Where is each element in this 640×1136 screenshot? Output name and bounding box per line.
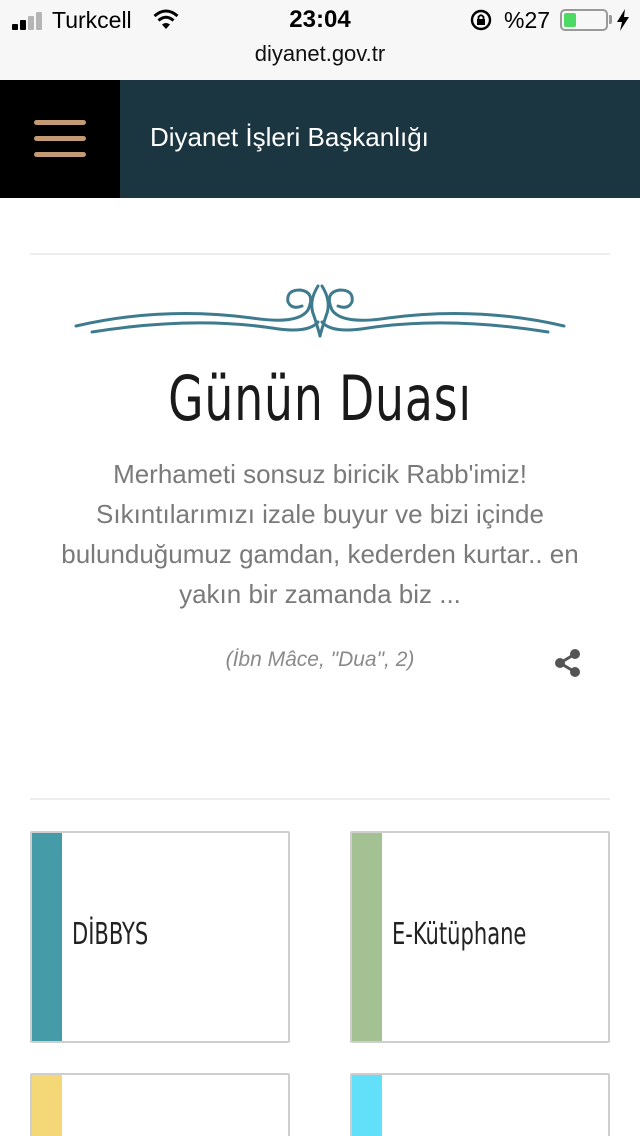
divider: [30, 798, 610, 800]
card-label: DİBBYS: [72, 917, 149, 952]
prayer-title: Günün Duası: [168, 362, 472, 435]
card-e-kutuphane[interactable]: [350, 831, 610, 1043]
card-item[interactable]: [30, 1073, 290, 1136]
prayer-text[interactable]: Merhameti sonsuz biricik Rabb'imiz! Sıkıntılarımızı izale buyur ve bizi içinde bulunduğumuz gamdan, kederden kurtar.. en yakın bir zamanda biz ...: [61, 459, 579, 609]
card-label: E-Kütüphane: [392, 917, 527, 952]
rotation-lock-icon: [470, 9, 492, 31]
site-title[interactable]: Diyanet İşleri Başkanlığı: [150, 122, 429, 152]
url-text: diyanet.gov.tr: [254, 41, 386, 66]
hamburger-menu-icon[interactable]: [0, 80, 120, 198]
url-bar[interactable]: [0, 40, 640, 80]
ornament-divider-icon: [72, 282, 568, 340]
share-icon[interactable]: [553, 648, 583, 678]
status-time: 23:04: [289, 6, 351, 33]
card-dibbys[interactable]: [30, 831, 290, 1043]
charging-icon: [616, 9, 630, 31]
card-color-bar: [32, 1075, 62, 1136]
battery-percentage: %27: [504, 7, 551, 33]
battery-cap: [609, 15, 612, 24]
divider: [30, 253, 610, 255]
battery-icon: [560, 9, 608, 31]
carrier-name: Turkcell: [52, 7, 132, 33]
card-color-bar: [352, 833, 382, 1041]
card-item[interactable]: [350, 1073, 610, 1136]
site-header: [0, 80, 640, 198]
status-bar: [0, 0, 640, 40]
card-color-bar: [32, 833, 62, 1041]
card-color-bar: [352, 1075, 382, 1136]
prayer-source: (İbn Mâce, "Dua", 2): [225, 648, 415, 671]
battery-level: [564, 13, 576, 27]
